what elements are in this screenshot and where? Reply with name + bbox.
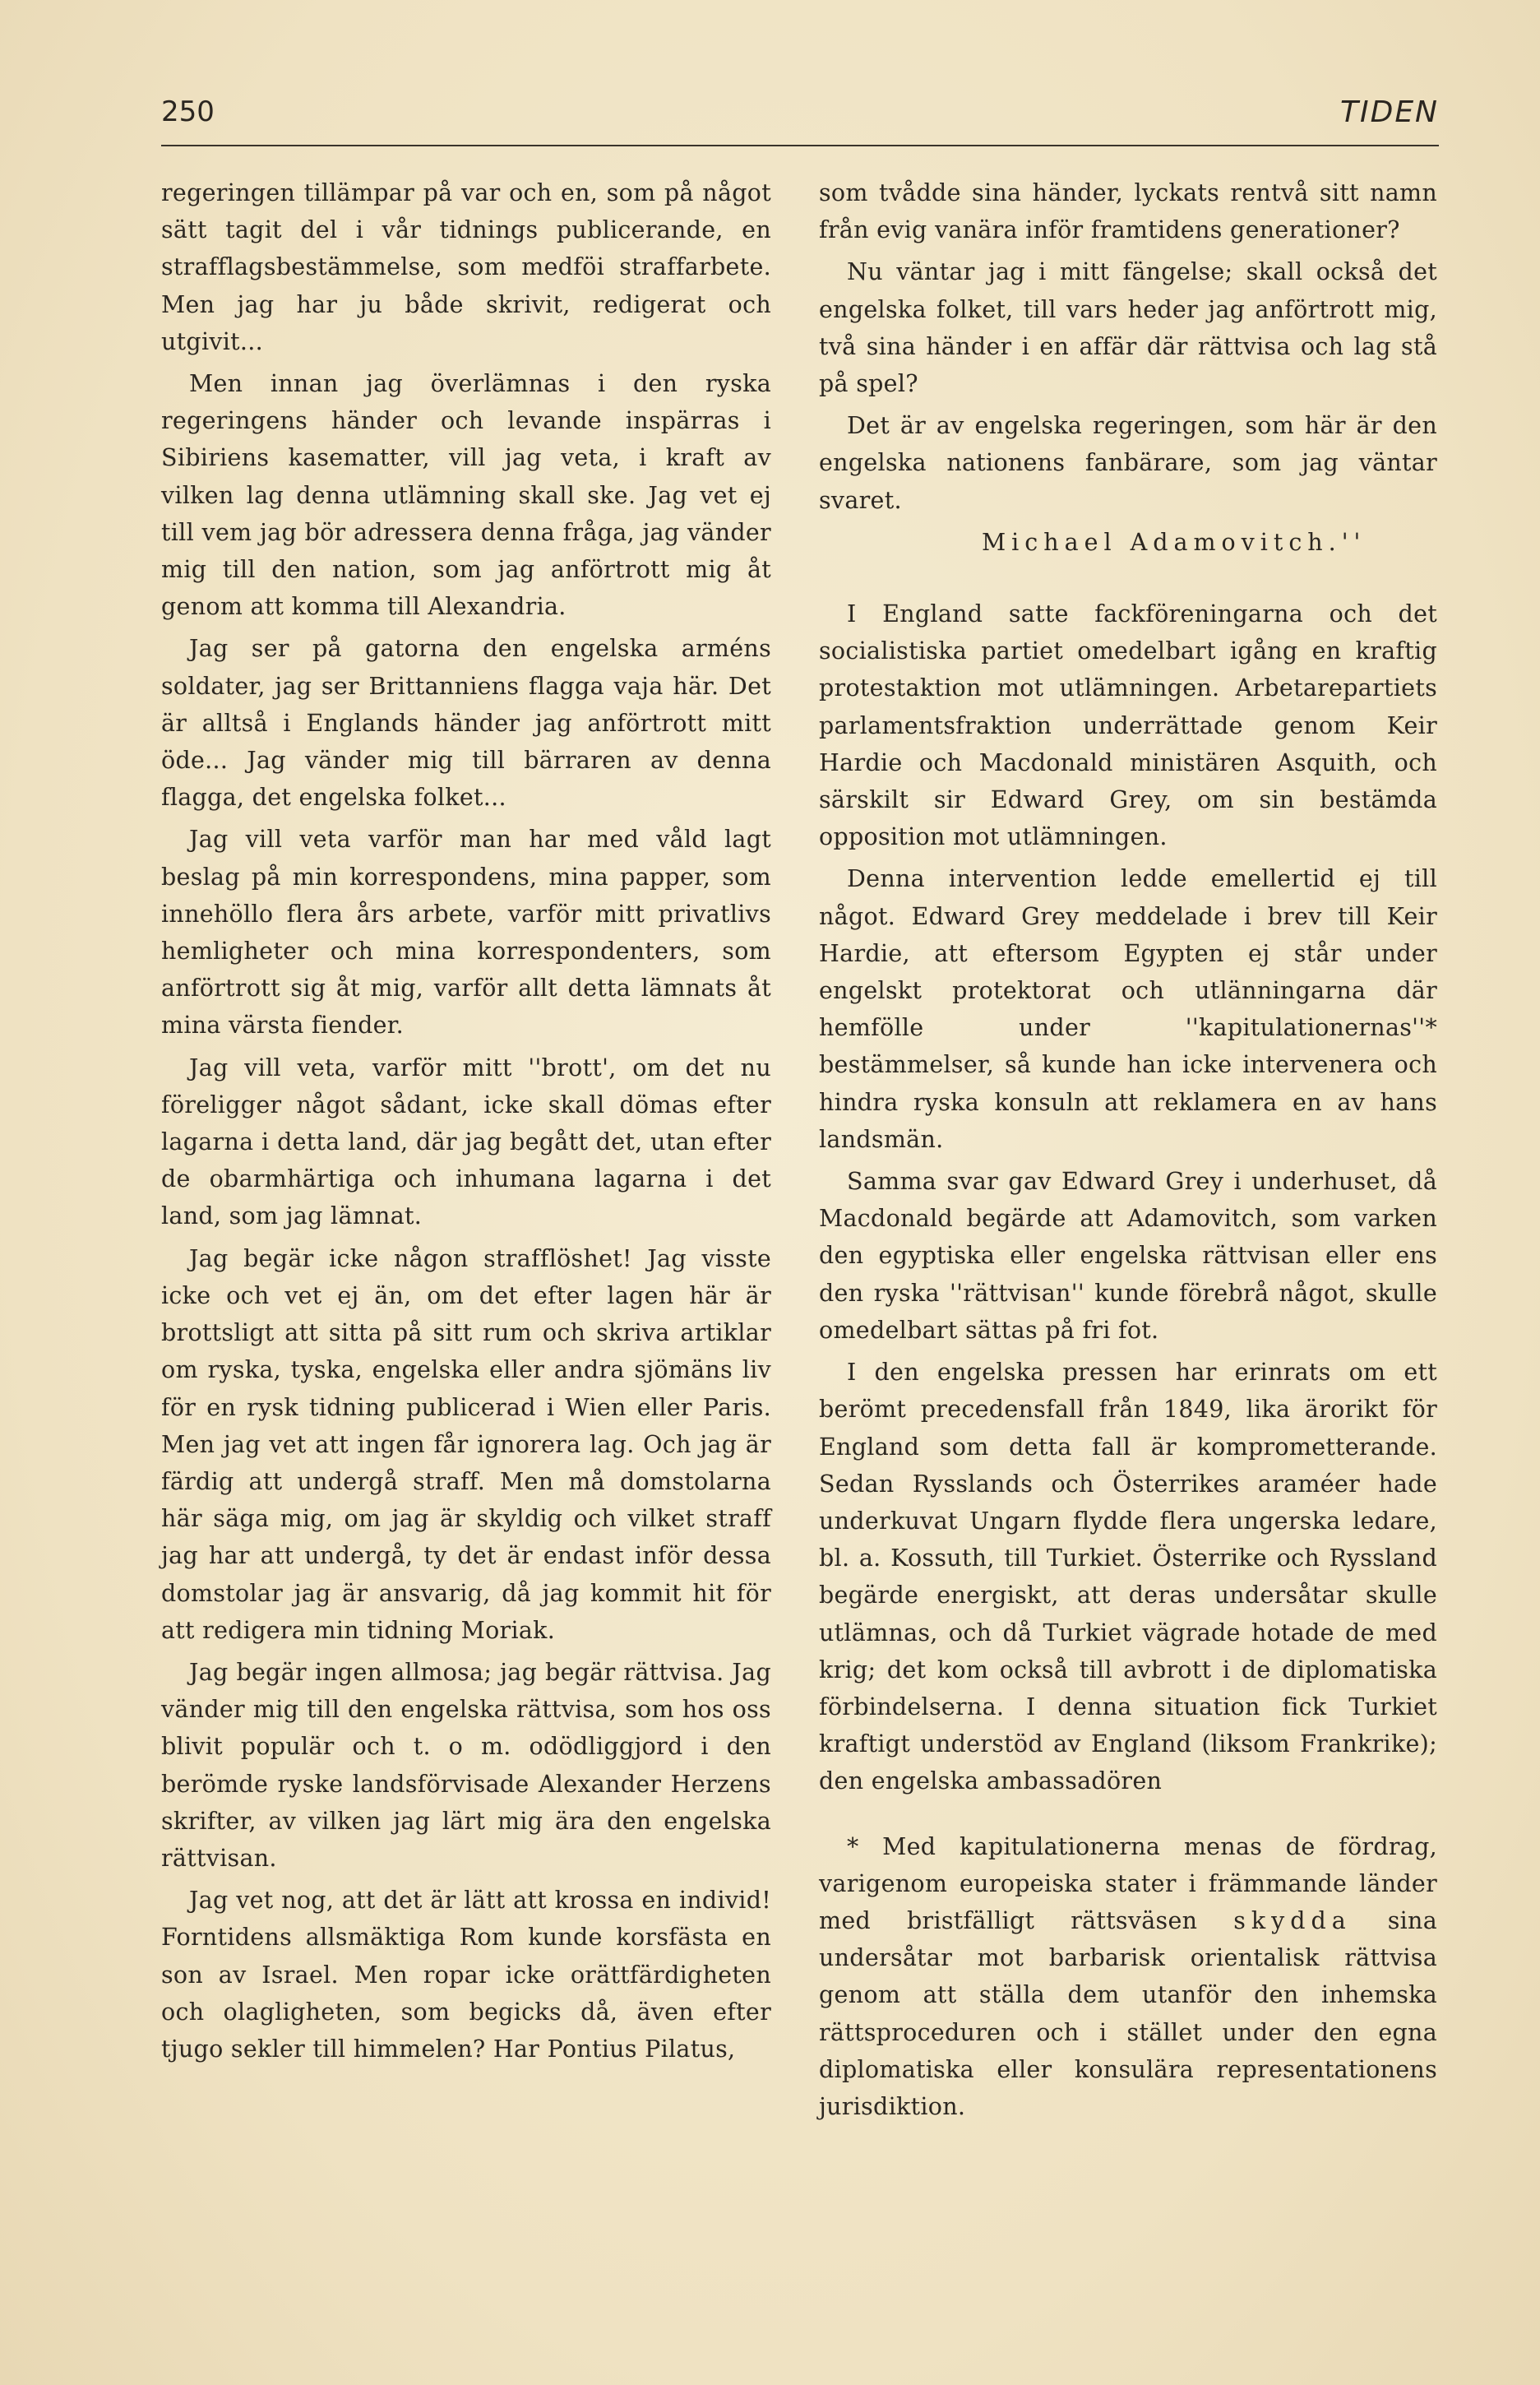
journal-title: TIDEN — [1339, 95, 1439, 129]
left-column — [161, 174, 771, 2072]
paragraph: Jag vill veta varför man har med våld lagt beslag på min korrespondens, mina papper, som innehöllo flera års arbete, varför mitt privatlivs hemligheter och mina korrespondenters, som anförtrott sig åt mig, varför allt detta lämnats åt mina värsta fiender. — [161, 826, 771, 1040]
paragraph: Nu väntar jag i mitt fängelse; skall också det engelska folket, till vars heder jag anförtrott mig, två sina händer i en affär där rättvisa och lag stå på spel? — [819, 258, 1437, 398]
paragraph: Jag begär ingen allmosa; jag begär rättvisa. Jag vänder mig till den engelska rättvisa, som hos oss blivit populär och t. o m. odödliggjord i den berömde ryske landsförvisade Alexander Herzens skrifter, av vilken jag lärt mig ära den engelska rättvisan. — [161, 1658, 771, 1872]
paragraph: Jag ser på gatorna den engelska arméns soldater, jag ser Brittanniens flagga vaja här. Det är alltså i Englands händer jag anförtrott mitt öde... Jag vänder mig till bärraren av denna flagga, det engelska folket... — [161, 635, 771, 812]
paragraph: Det är av engelska regeringen, som här är den engelska nationens fanbärare, som jag väntar svaret. — [819, 412, 1437, 514]
paragraph: Samma svar gav Edward Grey i underhuset, då Macdonald begärde att Adamovitch, som varken den egyptiska eller engelska rättvisan eller ens den ryska ''rättvisan'' kunde förebrå något, skulle omedelbart sättas på fri fot. — [819, 1168, 1437, 1344]
letter-signature: Michael Adamovitch.'' — [982, 528, 1367, 556]
footnote-text: * Med kapitulationerna menas de fördrag, varigenom europeiska stater i främmande länder med bristfälligt rättsväsen — [819, 1832, 1437, 1934]
page-number: 250 — [161, 95, 215, 128]
footnote-emphasis: skydda — [1233, 1906, 1352, 1934]
paragraph: Jag vill veta, varför mitt ''brott', om det nu föreligger något sådant, icke skall dömas efter lagarna i detta land, där jag begått det, utan efter de obarmhärtiga och inhumana lagarna i det land, som jag lämnat. — [161, 1054, 771, 1230]
paragraph: I den engelska pressen har erinrats om ett berömt precedensfall från 1849, lika ärorikt för England som detta fall är komprometterande. Sedan Rysslands och Österrikes araméer hade underkuvat Ungarn flydde flera ungerska ledare, bl. a. Kossuth, till Turkiet. Österrike och Ryssland begärde energiskt, att deras undersåtar skulle utlämnas, och då Turkiet vägrade hotade de med krig; det kom också till avbrott i de diplomatiska förbindelserna. I denna situation fick Turkiet kraftigt understöd av England (liksom Frankrike); den engelska ambassadören — [819, 1359, 1437, 1795]
paragraph: Jag begär icke någon strafflöshet! Jag visste icke och vet ej än, om det efter lagen här är brottsligt att sitta på sitt rum och skriva artiklar om ryska, tyska, engelska eller andra sjömäns liv för en rysk tidning publicerad i Wien eller Paris. Men jag vet att ingen får ignorera lag. Och jag är färdig att undergå straff. Men må domstolarna här säga mig, om jag är skyldig och vilket straff jag har att undergå, ty det är endast inför dessa domstolar jag är ansvarig, då jag kommit hit för att redigera min tidning Moriak. — [161, 1244, 771, 1644]
footnote-text: sina undersåtar mot barbarisk orientalisk rättvisa genom att ställa dem utanför den inhemska rättsproceduren och i stället under den egna diplomatiska eller konsulära representationens jurisdiktion. — [819, 1906, 1437, 2120]
paragraph: Denna intervention ledde emellertid ej till något. Edward Grey meddelade i brev till Keir Hardie, att eftersom Egypten ej står under engelskt protektorat och utlänningarna där hemfölle under ''kapitulationernas''* bestämmelser, så kunde han icke intervenera och hindra ryska konsuln att reklamera en av hans landsmän. — [819, 865, 1437, 1153]
paragraph: regeringen tillämpar på var och en, som på något sätt tagit del i vår tidnings publicerande, en strafflagsbestämmelse, som medföi straffarbete. Men jag har ju både skrivit, redigerat och utgivit... — [161, 179, 771, 355]
paragraph: som tvådde sina händer, lyckats rentvå sitt namn från evig vanära inför framtidens generationer? — [819, 179, 1437, 244]
page-header — [161, 95, 1439, 146]
paragraph: Men innan jag överlämnas i den ryska regeringens händer och levande inspärras i Sibiriens kasematter, vill jag veta, i kraft av vilken lag denna utlämning skall ske. Jag vet ej till vem jag bör adressera denna fråga, jag vänder mig till den nation, som jag anförtrott mig åt genom att komma till Alexandria. — [161, 370, 771, 621]
paragraph: Jag vet nog, att det är lätt att krossa en individ! Forntidens allsmäktiga Rom kunde korsfästa en son av Israel. Men ropar icke orättfärdigheten och olagligheten, som begicks då, även efter tjugo sekler till himmelen? Har Pontius Pilatus, — [161, 1887, 771, 2063]
right-column — [819, 174, 1437, 2125]
footnote — [819, 1828, 1437, 2126]
paragraph: I England satte fackföreningarna och det socialistiska partiet omedelbart igång en kraftig protestaktion mot utlämningen. Arbetarepartiets parlamentsfraktion underrättade genom Keir Hardie och Macdonald ministären Asquith, och särskilt sir Edward Grey, om sin bestämda opposition mot utlämningen. — [819, 600, 1437, 851]
